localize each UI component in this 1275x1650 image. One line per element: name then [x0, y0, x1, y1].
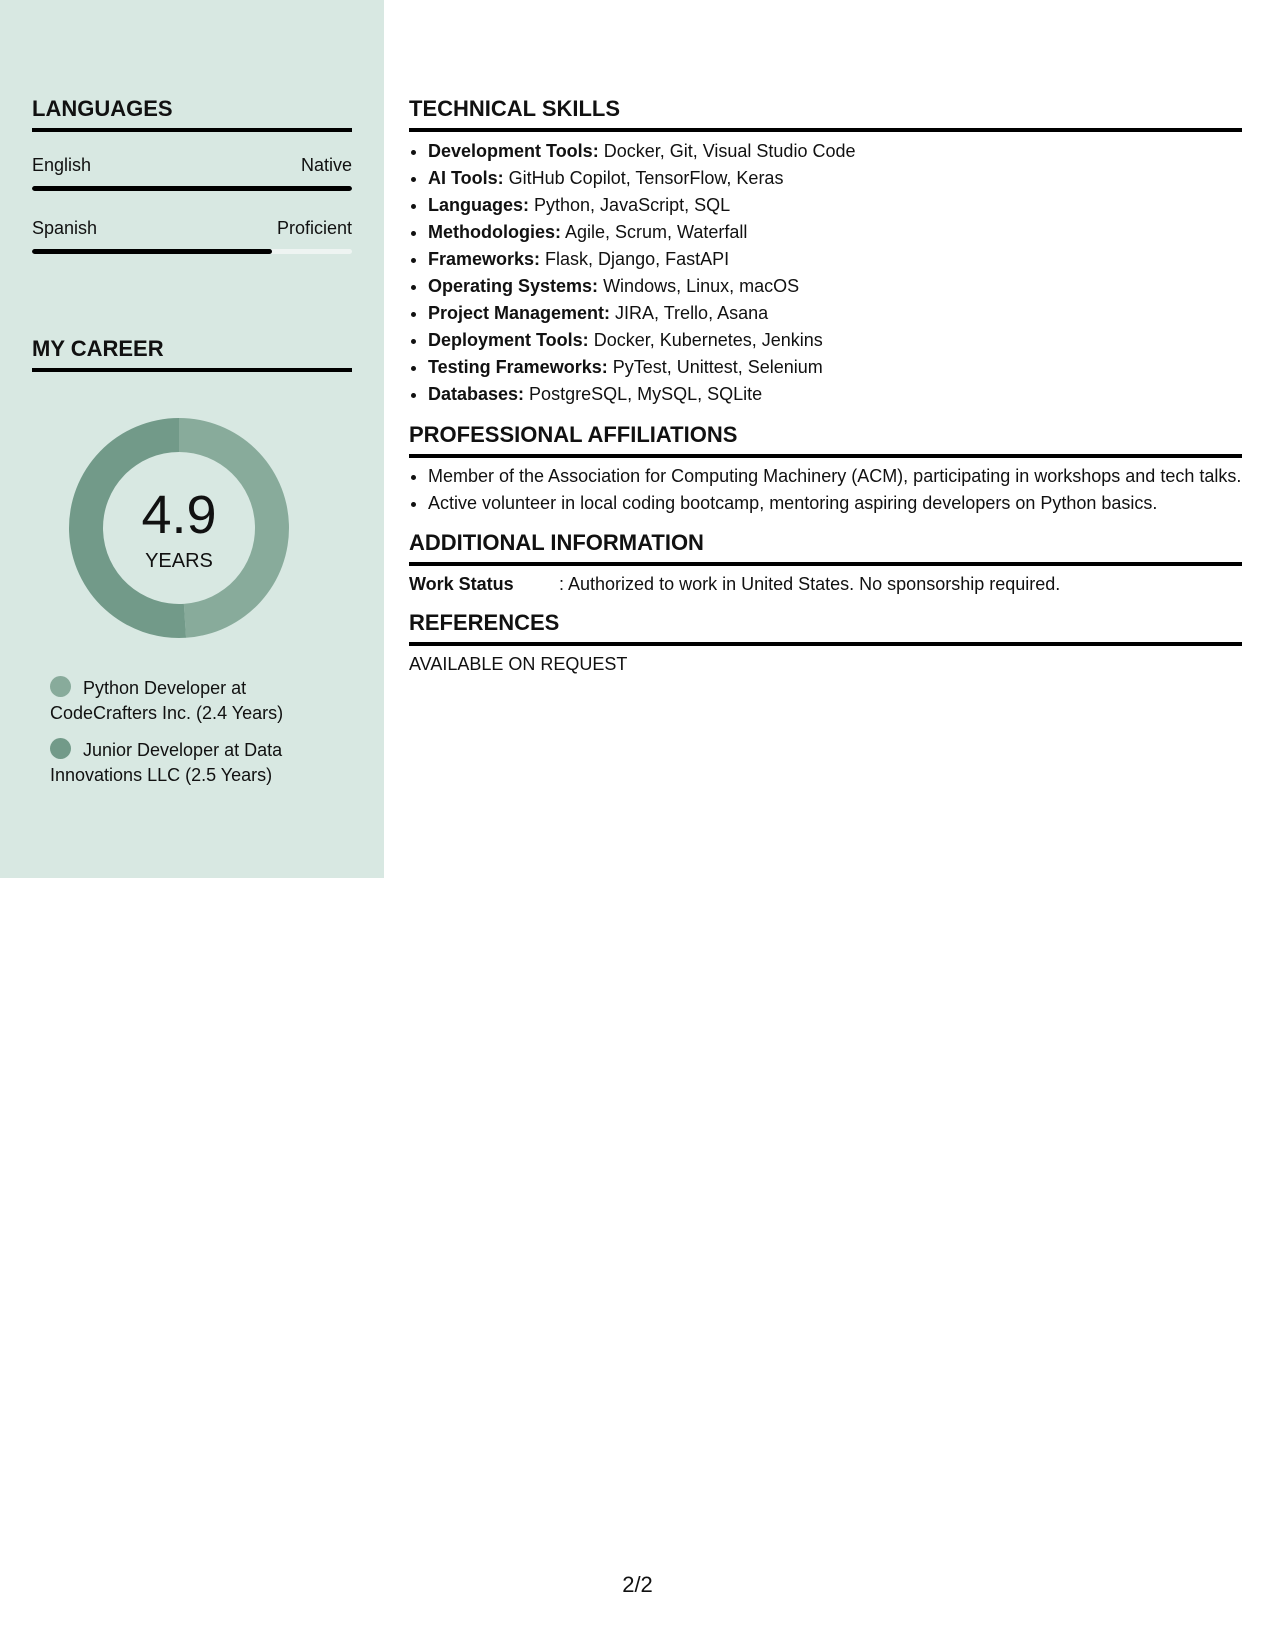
skill-item — [428, 192, 1242, 219]
language-name: English — [32, 155, 92, 175]
languages-title: LANGUAGES — [32, 96, 352, 132]
additional-info-section — [409, 530, 1242, 596]
skill-value: JIRA, Trello, Asana — [610, 303, 769, 323]
skill-item — [428, 327, 1242, 354]
main-content — [409, 96, 1242, 690]
skill-label: Languages: — [428, 195, 530, 215]
language-proficiency-fill — [32, 186, 352, 191]
skill-value: Python, JavaScript, SQL — [529, 195, 731, 215]
skill-item — [428, 219, 1242, 246]
affiliation-item: • Member of the Association for Computing Machinery (ACM), participating in workshops and tech talks. — [428, 464, 1242, 489]
work-status-label: Work Status — [409, 574, 514, 594]
technical-skills-section — [409, 96, 1242, 408]
affiliations-list — [409, 464, 1242, 516]
affiliation-item: • Active volunteer in local coding bootcamp, mentoring aspiring developers on Python basics. — [428, 491, 1242, 516]
skill-item — [428, 300, 1242, 327]
skill-label: Development Tools: — [428, 141, 599, 161]
language-item — [32, 154, 352, 191]
career-legend — [50, 676, 350, 800]
skill-label: Databases: — [428, 384, 525, 404]
language-proficiency-fill — [32, 249, 272, 254]
skill-label: Project Management: — [428, 303, 611, 323]
skill-item — [428, 381, 1242, 408]
page-number: 2/2 — [622, 1572, 653, 1597]
skill-value: PyTest, Unittest, Selenium — [607, 357, 823, 377]
additional-info-title: ADDITIONAL INFORMATION — [409, 530, 1242, 566]
skill-label: Frameworks: — [428, 249, 541, 269]
references-section — [409, 610, 1242, 676]
skill-label: Methodologies: — [428, 222, 561, 242]
legend-label: Python Developer at CodeCrafters Inc. (2.4 Years) — [50, 678, 284, 723]
legend-label: Junior Developer at Data Innovations LLC (2.5 Years) — [50, 740, 283, 785]
references-text: AVAILABLE ON REQUEST — [409, 654, 628, 674]
skill-value: Flask, Django, FastAPI — [540, 249, 730, 269]
language-proficiency-bar — [32, 186, 352, 191]
skill-value: PostgreSQL, MySQL, SQLite — [524, 384, 763, 404]
legend-item — [50, 676, 350, 726]
career-total-unit: YEARS — [145, 550, 213, 572]
language-proficiency-bar — [32, 249, 352, 254]
skill-item — [428, 165, 1242, 192]
skill-value: Docker, Kubernetes, Jenkins — [588, 330, 823, 350]
skill-label: AI Tools: — [428, 168, 504, 188]
technical-skills-title: TECHNICAL SKILLS — [409, 96, 1242, 132]
languages-section — [32, 96, 352, 254]
references-title: REFERENCES — [409, 610, 1242, 646]
language-item — [32, 217, 352, 254]
skill-value: Windows, Linux, macOS — [598, 276, 800, 296]
affiliations-title: PROFESSIONAL AFFILIATIONS — [409, 422, 1242, 458]
legend-item — [50, 738, 350, 788]
language-level: Proficient — [276, 218, 352, 238]
career-title: MY CAREER — [32, 336, 352, 372]
legend-dot-icon — [50, 738, 71, 759]
skill-item — [428, 354, 1242, 381]
skills-list — [409, 138, 1242, 408]
skill-value: Agile, Scrum, Waterfall — [561, 222, 748, 242]
language-name: Spanish — [32, 218, 98, 238]
skill-label: Operating Systems: — [428, 276, 599, 296]
skill-label: Testing Frameworks: — [428, 357, 608, 377]
skill-item — [428, 273, 1242, 300]
language-level: Native — [300, 155, 352, 175]
career-section — [32, 336, 352, 372]
affiliations-section — [409, 422, 1242, 516]
skill-item — [428, 138, 1242, 165]
work-status-value: : Authorized to work in United States. No sponsorship required. — [559, 574, 1061, 594]
work-status-row — [409, 572, 1242, 596]
skill-label: Deployment Tools: — [428, 330, 589, 350]
career-total-years: 4.9 — [141, 485, 217, 545]
sidebar — [0, 0, 384, 878]
skill-item — [428, 246, 1242, 273]
skill-value: GitHub Copilot, TensorFlow, Keras — [503, 168, 784, 188]
legend-dot-icon — [50, 676, 71, 697]
skill-value: Docker, Git, Visual Studio Code — [598, 141, 856, 161]
career-donut-chart — [66, 415, 292, 641]
